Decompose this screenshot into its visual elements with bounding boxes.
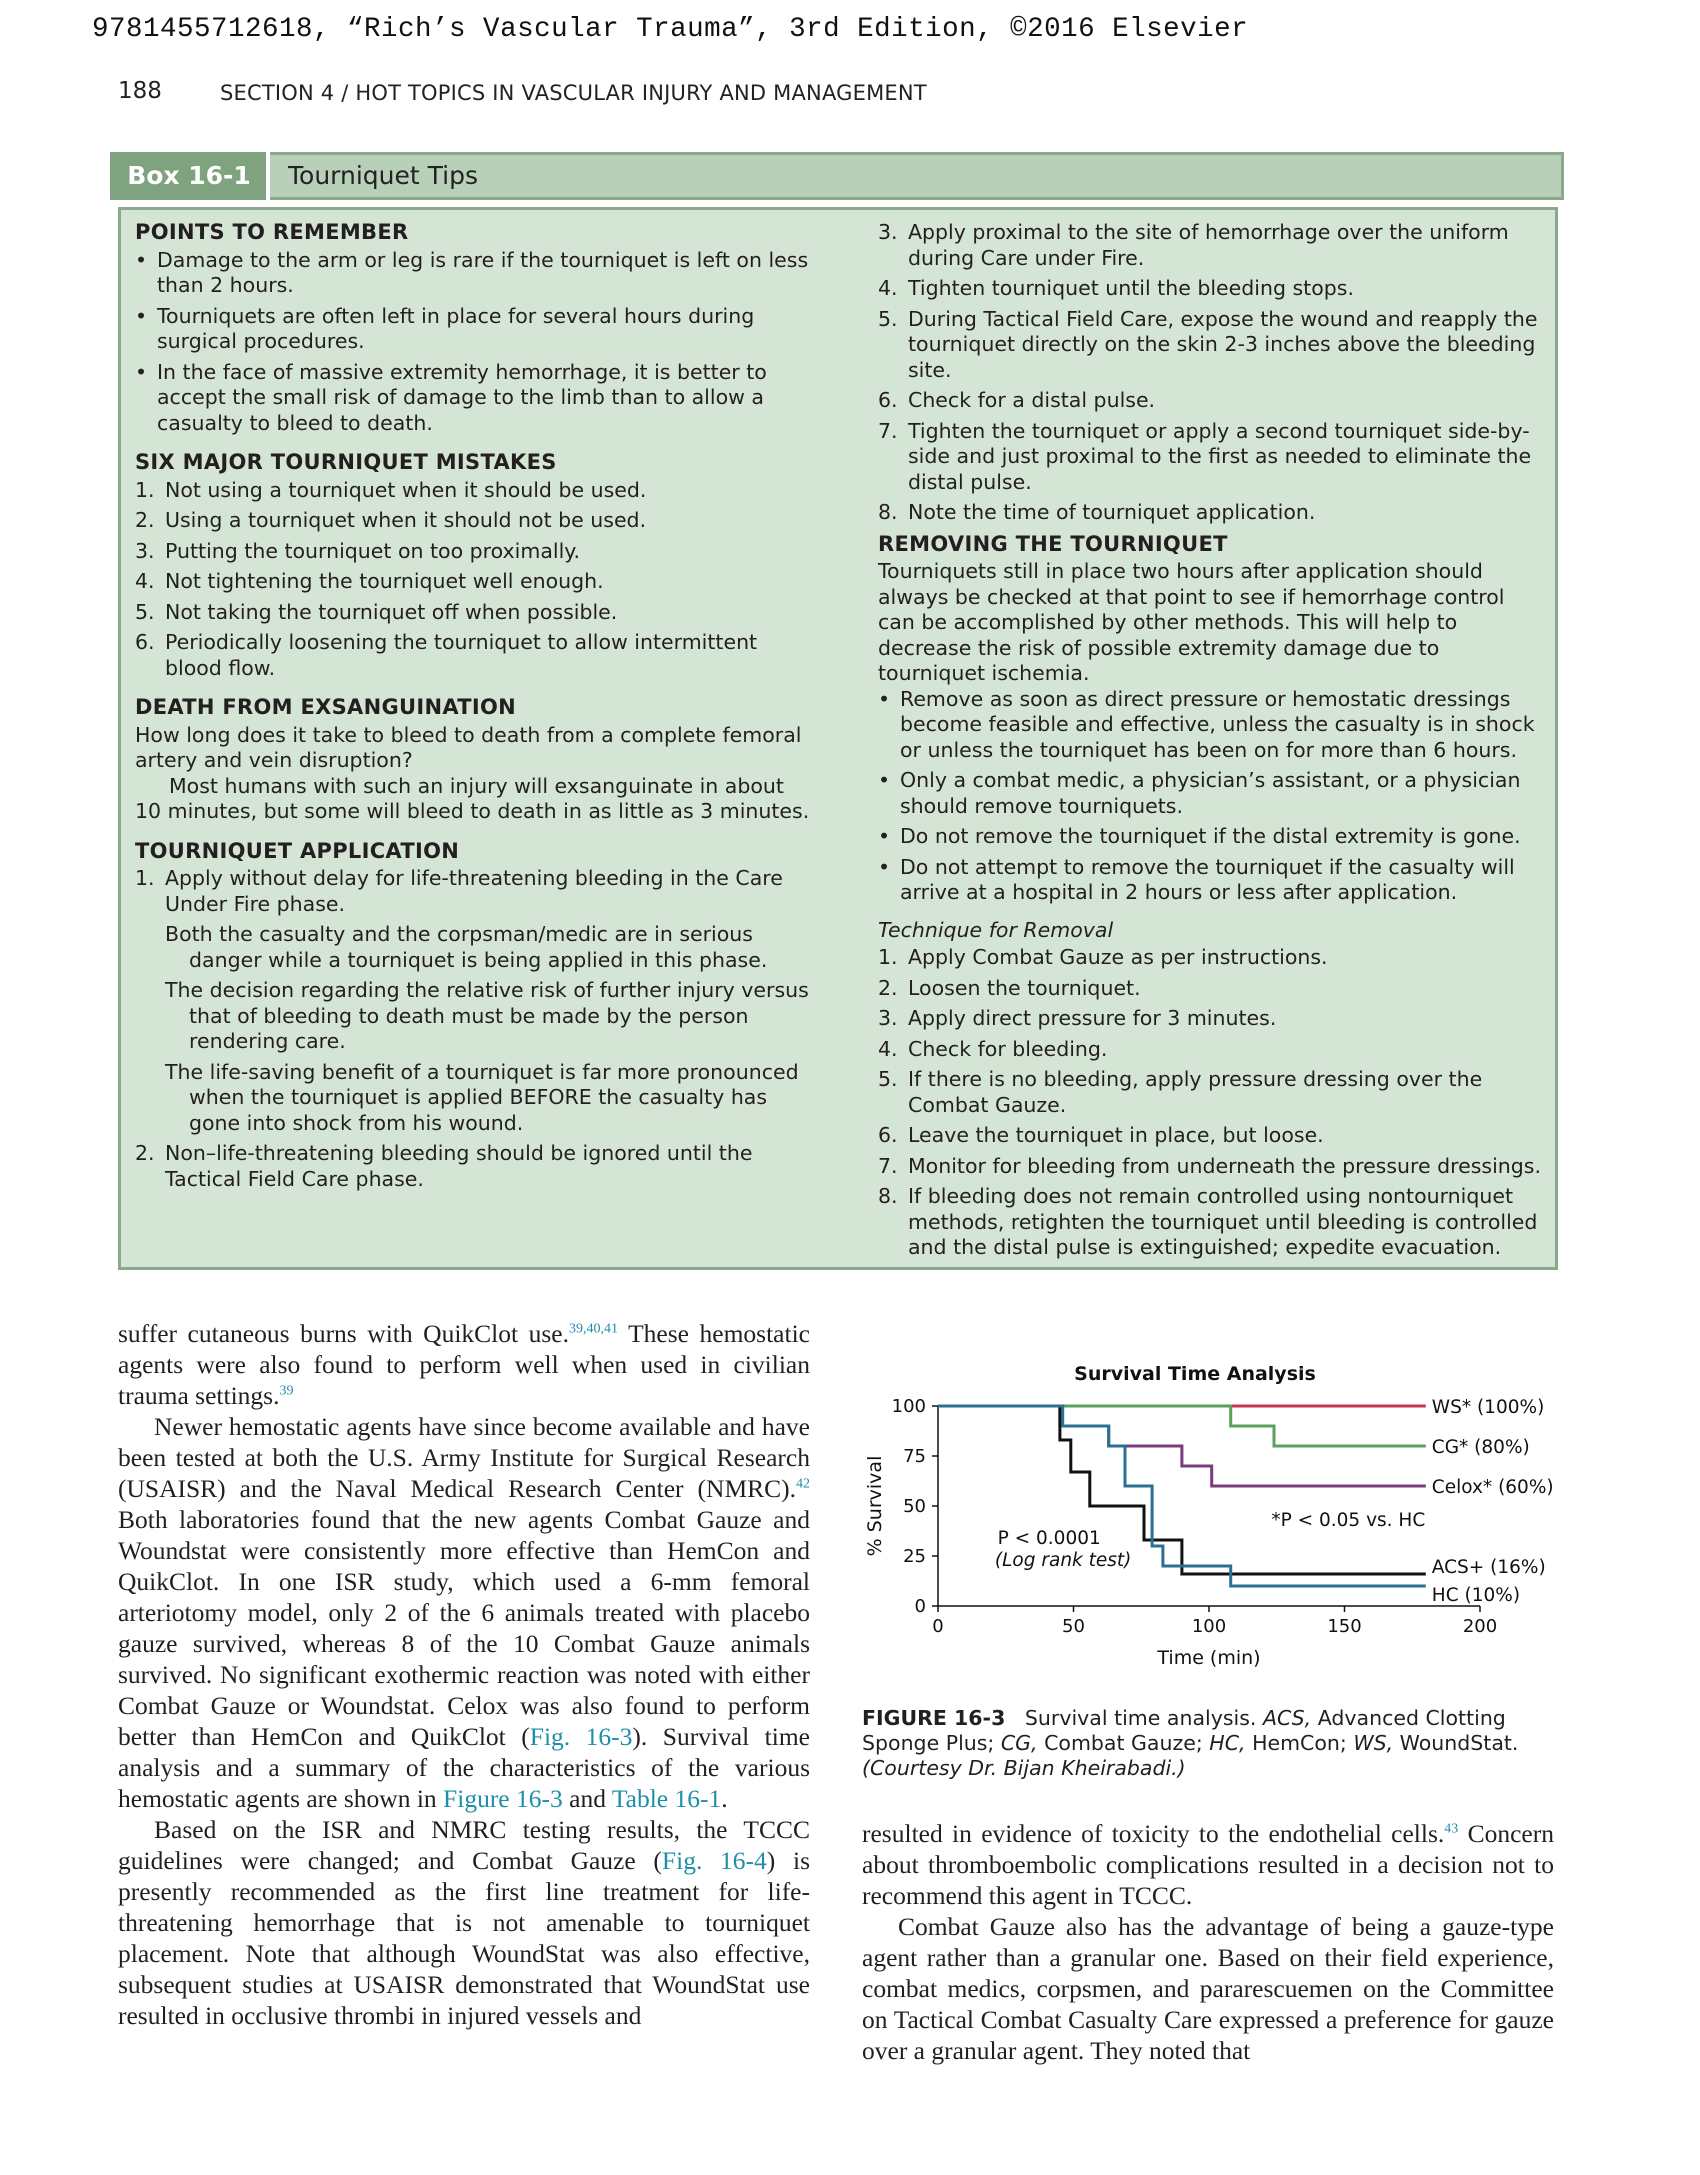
- death-question: How long does it take to bleed to death from a complete femoral artery and vein disruption?: [135, 722, 802, 772]
- list-item: [878, 220, 1543, 271]
- text-run: Combat Gauze;: [1037, 1731, 1210, 1755]
- series-label: HC (10%): [1431, 1585, 1521, 1606]
- item-text: If bleeding does not remain controlled using nontourniquet methods, retighten the tourniquet until bleeding is controlled and the distal pulse is extinguished; expedite evacuation.: [908, 1184, 1538, 1259]
- item-number: 1.: [878, 945, 898, 969]
- item-text: Leave the tourniquet in place, but loose.: [908, 1123, 1324, 1147]
- list-item: [878, 388, 1543, 414]
- list-item: [878, 1154, 1543, 1180]
- item-text: Not using a tourniquet when it should be used.: [165, 477, 647, 502]
- item-number: 3.: [878, 220, 898, 244]
- copyright-line: 9781455712618, “Rich’s Vascular Trauma”, 3rd Edition, ©2016 Elsevier: [92, 14, 1249, 45]
- list-item: [135, 630, 815, 681]
- item-number: 6.: [878, 1123, 898, 1147]
- figure-caption: [862, 1706, 1562, 1781]
- item-text: Apply without delay for life-threatening bleeding in the Care Under Fire phase.: [165, 866, 783, 916]
- item-number: 5.: [878, 1067, 898, 1091]
- item-number: 7.: [878, 1153, 898, 1178]
- x-tick-label: 150: [1327, 1616, 1362, 1637]
- application-heading: TOURNIQUET APPLICATION: [135, 838, 460, 863]
- citation-ref[interactable]: 43: [1444, 1821, 1459, 1837]
- text-run: Concern about thromboembolic complications resulted in a decision not to recommend this agent in TCCC.: [862, 1819, 1554, 1910]
- text-run: Both laboratories found that the new agents Combat Gauze and Woundstat were consistently more effective than HemCon and QuikClot. In one ISR study, which used a 6-mm femoral arteriotomy model, only 2 of the 6 animals treated with placebo gauze survived, whereas 8 of the 10 Combat Gauze animals survived. No significant exothermic reaction was noted with either Combat Gauze or Woundstat. Celox was also found to perform better than HemCon and QuikClot (: [118, 1505, 810, 1751]
- item-number: 6.: [878, 388, 898, 412]
- item-number: 1.: [135, 866, 155, 890]
- list-item: • Damage to the arm or leg is rare if the tourniquet is left on less than 2 hours.: [135, 248, 815, 299]
- list-item: [878, 1184, 1543, 1261]
- points-heading: POINTS TO REMEMBER: [135, 220, 409, 244]
- text-run: Advanced Clotting Sponge Plus;: [862, 1706, 1506, 1755]
- removing-text: Tourniquets still in place two hours after application should always be checked at that point to see if hemorrhage control can be accomplished by other methods. This will help to decrease the risk of possible extremity damage due to tourniquet ischemia.: [878, 559, 1505, 685]
- y-axis-label: % Survival: [864, 1455, 886, 1557]
- item-number: 2.: [135, 508, 155, 532]
- figure-label: FIGURE 16-3: [862, 1706, 1006, 1730]
- list-item: [878, 307, 1543, 384]
- item-number: 3.: [878, 1006, 898, 1030]
- item-text: Loosen the tourniquet.: [908, 975, 1141, 1000]
- list-item: • Remove as soon as direct pressure or hemostatic dressings become feasible and effective, unless the casualty is in shock or unless the tourniquet has been on for more than 6 hours.: [878, 687, 1543, 764]
- text-run: WS,: [1353, 1731, 1394, 1755]
- technique-heading: Technique for Removal: [878, 917, 1114, 942]
- item-number: 5.: [135, 599, 155, 624]
- box-divider: [266, 152, 270, 200]
- list-item: [878, 1006, 1543, 1032]
- paragraph: [118, 1814, 810, 2031]
- text-run: ) is presently recommended as the first line treatment for life-threatening hemorrhage that is not amenable to tourniquet placement. Note that although WoundStat was also effective, subsequent studies at USAISR demonstrated that WoundStat use resulted in occlusive thrombi in injured vessels and: [118, 1846, 811, 2030]
- x-axis-label: Time (min): [1157, 1647, 1261, 1669]
- text-run: suffer cutaneous burns with QuikClot use.: [118, 1319, 569, 1348]
- text-run: Newer hemostatic agents have since become available and have been tested at both the U.S. Army Institute for Surgical Research (USAISR) and the Naval Medical Research Center (NMRC).: [118, 1412, 810, 1503]
- list-item: [135, 569, 815, 595]
- y-tick-label: 75: [903, 1446, 926, 1467]
- technique-list: [878, 945, 1543, 1261]
- citation-ref[interactable]: 39,40,41: [569, 1321, 618, 1337]
- removing-list: [878, 687, 1543, 906]
- text-run: These hemostatic agents were also found to perform well when used in civilian trauma settings.: [118, 1319, 810, 1410]
- item-text: Tighten tourniquet until the bleeding stops.: [908, 276, 1354, 300]
- item-number: 5.: [878, 306, 898, 331]
- application-list-cont: [878, 220, 1543, 526]
- list-item: [878, 1037, 1543, 1063]
- application-list: [135, 866, 815, 917]
- x-tick-label: 0: [932, 1616, 944, 1637]
- text-run: WoundStat.: [1393, 1731, 1519, 1755]
- x-tick-label: 100: [1191, 1616, 1227, 1637]
- item-number: 4.: [878, 276, 898, 300]
- paragraph: [118, 1318, 810, 1411]
- paragraph: [118, 1411, 810, 1814]
- item-text: Check for a distal pulse.: [908, 388, 1156, 412]
- box-right-column: [878, 220, 1543, 1266]
- box-left-column: [135, 220, 815, 1197]
- page-number: 188: [118, 78, 162, 104]
- x-tick-label: 200: [1462, 1616, 1498, 1637]
- removing-heading: REMOVING THE TOURNIQUET: [878, 531, 1228, 556]
- text-run: .: [721, 1784, 728, 1813]
- figure-link[interactable]: Fig. 16-4: [661, 1846, 767, 1875]
- text-run: (Courtesy Dr. Bijan Kheirabadi.): [862, 1756, 1186, 1780]
- points-list: [135, 248, 815, 437]
- text-run: ). Survival time analysis and a summary of the characteristics of the various hemostatic agents are shown in: [118, 1722, 811, 1813]
- item-text: Not taking the tourniquet off when possible.: [165, 599, 618, 624]
- sub-paragraph: The life-saving benefit of a tourniquet is far more pronounced when the tourniquet is applied BEFORE the casualty has gone into shock from his wound.: [165, 1059, 799, 1135]
- series-label: CG* (80%): [1431, 1437, 1530, 1458]
- item-number: 4.: [135, 569, 155, 593]
- list-item: [878, 500, 1543, 526]
- annotation-significance: *P < 0.05 vs. HC: [1271, 1510, 1426, 1531]
- y-tick-label: 50: [903, 1496, 926, 1517]
- list-item: [878, 276, 1543, 302]
- annotation-p-value: P < 0.0001: [997, 1528, 1101, 1549]
- text-run: HemCon;: [1245, 1731, 1354, 1755]
- item-text: If there is no bleeding, apply pressure dressing over the Combat Gauze.: [908, 1067, 1483, 1117]
- application-list-2: [135, 1141, 815, 1192]
- figure-link[interactable]: Figure 16-3: [443, 1784, 563, 1813]
- series-label: ACS+ (16%): [1431, 1557, 1546, 1578]
- list-item: [878, 945, 1543, 971]
- item-text: Non–life-threatening bleeding should be ignored until the Tactical Field Care phase.: [165, 1141, 753, 1191]
- box-label: Box 16-1: [110, 152, 268, 200]
- list-item: [135, 478, 815, 504]
- table-link[interactable]: Table 16-1: [611, 1784, 722, 1813]
- series-label: WS* (100%): [1431, 1397, 1545, 1418]
- list-item: • Do not remove the tourniquet if the distal extremity is gone.: [878, 824, 1543, 850]
- citation-ref[interactable]: 39: [279, 1383, 294, 1399]
- text-run: Survival time analysis.: [1024, 1706, 1263, 1730]
- item-text: During Tactical Field Care, expose the wound and reapply the tourniquet directly on the skin 2-3 inches above the bleeding site.: [908, 306, 1538, 382]
- paragraph: [862, 1818, 1554, 1911]
- item-text: Periodically loosening the tourniquet to allow intermittent blood flow.: [165, 630, 758, 680]
- item-text: Check for bleeding.: [908, 1036, 1108, 1061]
- body-right-column: [862, 1818, 1554, 2066]
- item-number: 3.: [135, 538, 155, 563]
- item-number: 8.: [878, 500, 898, 524]
- y-tick-label: 25: [903, 1546, 926, 1567]
- death-heading: DEATH FROM EXSANGUINATION: [135, 695, 517, 719]
- running-head: SECTION 4 / HOT TOPICS IN VASCULAR INJURY AND MANAGEMENT: [220, 81, 927, 105]
- item-number: 1.: [135, 477, 155, 502]
- y-tick-label: 0: [914, 1596, 926, 1617]
- list-item: [135, 866, 815, 917]
- item-text: Apply Combat Gauze as per instructions.: [908, 945, 1328, 969]
- item-text: Not tightening the tourniquet well enough.: [165, 569, 604, 593]
- list-item: [878, 1123, 1543, 1149]
- list-item: [878, 419, 1543, 496]
- text-run: and: [562, 1784, 612, 1813]
- list-item: • Tourniquets are often left in place for several hours during surgical procedures.: [135, 304, 815, 355]
- item-number: 2.: [135, 1141, 155, 1165]
- item-text: Note the time of tourniquet application.: [908, 500, 1316, 524]
- item-number: 7.: [878, 418, 898, 443]
- y-tick-label: 100: [891, 1396, 926, 1417]
- list-item: • Only a combat medic, a physician’s assistant, or a physician should remove tourniquets.: [878, 768, 1543, 819]
- sub-paragraph: The decision regarding the relative risk of further injury versus that of bleeding to death must be made by the person rendering care.: [165, 978, 809, 1053]
- item-number: 2.: [878, 975, 898, 1000]
- body-left-column: [118, 1318, 810, 2031]
- item-number: 6.: [135, 630, 155, 654]
- item-text: Apply proximal to the site of hemorrhage over the uniform during Care under Fire.: [908, 220, 1509, 270]
- text-run: Based on the ISR and NMRC testing results, the TCCC guidelines were changed; and Combat Gauze (: [118, 1815, 810, 1875]
- paragraph: Combat Gauze also has the advantage of being a gauze-type agent rather than a granular one. Based on their field experience, combat medics, corpsmen, and pararescuemen on the Committee on Tactical Combat Casualty Care expressed a preference for gauze over a granular agent. They noted that: [862, 1912, 1554, 2065]
- application-subs: [135, 922, 815, 1136]
- list-item: [135, 539, 815, 565]
- item-text: Putting the tourniquet on too proximally.: [165, 538, 581, 563]
- series-label: Celox* (60%): [1431, 1477, 1554, 1498]
- list-item: [135, 600, 815, 626]
- item-text: Apply direct pressure for 3 minutes.: [908, 1006, 1277, 1030]
- x-tick-label: 50: [1062, 1616, 1085, 1637]
- chart-title: Survival Time Analysis: [1074, 1363, 1316, 1385]
- text-run: HC,: [1209, 1731, 1246, 1755]
- list-item: • In the face of massive extremity hemorrhage, it is better to accept the small risk of damage to the limb than to allow a casualty to bleed to death.: [135, 360, 815, 437]
- item-number: 8.: [878, 1184, 898, 1208]
- citation-ref[interactable]: 42: [796, 1476, 810, 1492]
- list-item: [878, 976, 1543, 1002]
- death-answer: Most humans with such an injury will exsanguinate in about 10 minutes, but some will bleed to death in as little as 3 minutes.: [135, 773, 810, 823]
- item-text: Monitor for bleeding from underneath the pressure dressings.: [908, 1153, 1542, 1178]
- sub-paragraph: Both the casualty and the corpsman/medic are in serious danger while a tourniquet is being applied in this phase.: [165, 922, 768, 972]
- figure-link[interactable]: Fig. 16-3: [529, 1722, 633, 1751]
- list-item: [135, 508, 815, 534]
- annotation-test: (Log rank test): [994, 1550, 1132, 1571]
- text-run: resulted in evidence of toxicity to the endothelial cells.: [862, 1819, 1445, 1848]
- list-item: [135, 1141, 815, 1192]
- box-title: Tourniquet Tips: [288, 161, 478, 190]
- text-run: CG,: [1000, 1731, 1038, 1755]
- series-line: [938, 1406, 1426, 1446]
- list-item: [878, 1067, 1543, 1118]
- mistakes-heading: SIX MAJOR TOURNIQUET MISTAKES: [135, 450, 557, 474]
- item-text: Tighten the tourniquet or apply a second tourniquet side-by-side and just proximal to the first as needed to eliminate the distal pulse.: [908, 418, 1532, 494]
- item-number: 4.: [878, 1036, 898, 1061]
- text-run: ACS,: [1262, 1706, 1312, 1730]
- item-text: Using a tourniquet when it should not be used.: [165, 508, 647, 532]
- list-item: • Do not attempt to remove the tourniquet if the casualty will arrive at a hospital in 2 hours or less after application.: [878, 855, 1543, 906]
- mistakes-list: [135, 478, 815, 682]
